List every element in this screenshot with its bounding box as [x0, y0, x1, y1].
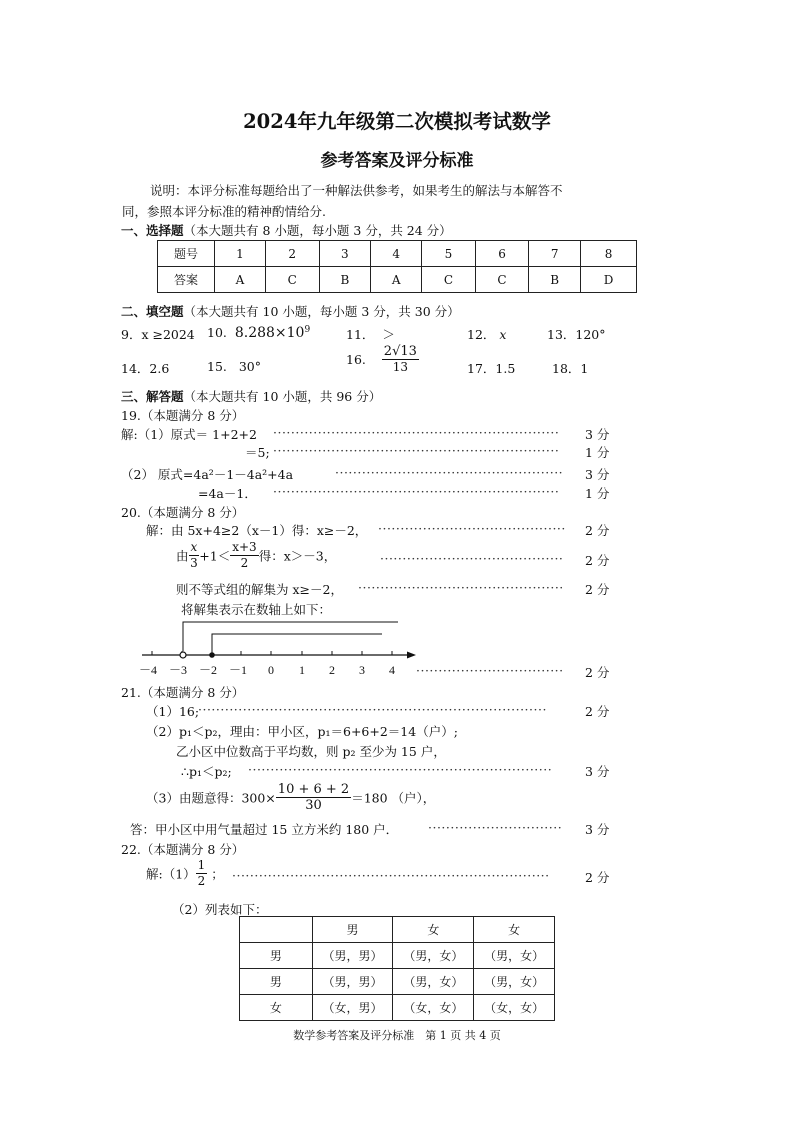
table-cell: 女 — [474, 917, 555, 943]
q20-line-1: 解：由 5x+4≥2（x－1）得：x≥－2， — [146, 523, 368, 538]
blank-q9: 9．x ≥2024 — [121, 327, 195, 342]
score: 3 分 — [585, 764, 610, 779]
table-cell: D — [581, 267, 637, 293]
score: 3 分 — [585, 467, 610, 482]
table-cell: （男，男） — [312, 943, 393, 969]
q21-line-6: 答：甲小区中用气量超过 15 立方米约 180 户． — [130, 822, 399, 837]
leader-dots: ·············································································· — [198, 702, 547, 717]
q20-line-4: 将解集表示在数轴上如下： — [181, 602, 332, 617]
blank-q15: 15. 30° — [207, 359, 261, 374]
score: 2 分 — [585, 704, 610, 719]
q20-line-2: 由 $\frac{x}{3}$ +1＜ $\frac{x+3}{2}$ 得：x＞－3， — [176, 540, 337, 570]
table-cell: （男，女） — [393, 969, 474, 995]
table-cell: （男，男） — [312, 969, 393, 995]
table-cell: 3 — [319, 241, 371, 267]
table-cell: （女，女） — [474, 995, 555, 1021]
leader-dots: ·············································· — [358, 580, 564, 595]
table-cell: A — [215, 267, 266, 293]
table-row — [158, 241, 637, 267]
solution-ray-ge-minus-2 — [212, 634, 382, 655]
section3-heading: 三、解答题（本大题共有 10 小题，共 96 分） — [121, 389, 382, 404]
q21-line-3: 乙小区中位数高于平均数，则 p₂ 至少为 15 户， — [176, 744, 446, 759]
table-cell — [240, 917, 313, 943]
leader-dots: ································································ — [273, 484, 560, 499]
table-cell: 4 — [371, 241, 422, 267]
closed-point-minus-2 — [209, 652, 215, 658]
table-row — [240, 943, 555, 969]
score: 2 分 — [585, 523, 610, 538]
score: 1 分 — [585, 445, 610, 460]
leader-dots: ································································ — [273, 443, 560, 458]
score: 2 分 — [585, 553, 610, 568]
table-cell: C — [422, 267, 476, 293]
leader-dots: ······································································· — [232, 868, 550, 883]
table-cell: A — [371, 267, 422, 293]
blank-q10: 10. $8.288\times 10^9$ — [207, 325, 311, 342]
table-cell: 7 — [529, 241, 581, 267]
table-cell: 男 — [312, 917, 393, 943]
fraction: $\frac{10 + 6 + 2}{30}$ — [277, 782, 350, 813]
leader-dots: ································· — [416, 663, 564, 678]
table-cell: B — [529, 267, 581, 293]
page-title: 2024年九年级第二次模拟考试数学 — [243, 110, 551, 133]
number-line — [130, 612, 420, 678]
score: 3 分 — [585, 822, 610, 837]
q21-line-4: ∴p₁＜p₂; — [181, 764, 232, 779]
table-cell: （男，女） — [474, 969, 555, 995]
score: 2 分 — [585, 665, 610, 680]
q19-line-4: =4a－1． — [198, 486, 257, 501]
fraction: $\frac{x}{3}$ — [190, 540, 198, 570]
section1-heading: 一、选择题（本大题共有 8 小题，每小题 3 分，共 24 分） — [121, 223, 452, 238]
fraction: $\frac{x+3}{2}$ — [232, 540, 257, 570]
note-line-2: 同，参照本评分标准的精神酌情给分. — [122, 204, 326, 219]
score: 1 分 — [585, 486, 610, 501]
tick-label: －3 — [168, 663, 188, 677]
table-cell: 2 — [265, 241, 319, 267]
q19-line-3: （2） 原式=4a²－1－4a²+4a — [121, 467, 294, 482]
table-cell: 女 — [393, 917, 474, 943]
table-cell: （男，女） — [393, 943, 474, 969]
tick-label: 3 — [359, 663, 365, 677]
table-row — [158, 267, 637, 293]
q21-line-2: （2）p₁＜p₂，理由：甲小区，p₁＝6+6+2＝14（户）; — [146, 724, 458, 739]
q21-line-1: （1）16; — [146, 704, 200, 719]
fraction: $\frac{1}{2}$ — [197, 858, 206, 888]
tick-label: 2 — [329, 663, 335, 677]
blank-q16: 16. $\frac{2√13}{13}$ — [346, 344, 417, 374]
leader-dots: ······························ — [428, 820, 563, 835]
solution-ray-gt-minus-3 — [183, 622, 398, 651]
table-cell: （男，女） — [474, 943, 555, 969]
table-cell: （女，男） — [312, 995, 393, 1021]
outcome-table — [239, 916, 555, 1021]
table-row — [240, 969, 555, 995]
q20-header: 20.（本题满分 8 分） — [121, 505, 245, 520]
section2-heading: 二、填空题（本大题共有 10 小题，每小题 3 分，共 30 分） — [121, 304, 460, 319]
open-point-minus-3 — [180, 652, 186, 658]
leader-dots: ··················································· — [335, 465, 564, 480]
table-cell: 5 — [422, 241, 476, 267]
leader-dots: ································································ — [273, 425, 560, 440]
blank-q13: 13．120° — [547, 327, 606, 342]
score: 3 分 — [585, 427, 610, 442]
q21-header: 21.（本题满分 8 分） — [121, 685, 245, 700]
tick-label: －4 — [138, 663, 158, 677]
page-footer: 数学参考答案及评分标准 第 1 页 共 4 页 — [293, 1029, 501, 1042]
table-cell: 男 — [240, 969, 313, 995]
table-cell: 女 — [240, 995, 313, 1021]
blank-q14: 14．2.6 — [121, 361, 170, 376]
q22-header: 22.（本题满分 8 分） — [121, 842, 245, 857]
blank-q12: 12． x — [467, 327, 507, 342]
table-cell: C — [265, 267, 319, 293]
score: 2 分 — [585, 870, 610, 885]
q22-line-2: （2）列表如下： — [172, 902, 268, 917]
row-label-number: 题号 — [158, 241, 215, 267]
page-subtitle: 参考答案及评分标准 — [320, 151, 474, 171]
fraction: $\frac{2√13}{13}$ — [383, 344, 417, 374]
row-label-answer: 答案 — [158, 267, 215, 293]
score: 2 分 — [585, 582, 610, 597]
table-cell: 男 — [240, 943, 313, 969]
table-cell: （女，女） — [393, 995, 474, 1021]
table-cell: B — [319, 267, 371, 293]
tick-label: 1 — [299, 663, 305, 677]
q21-line-5: （3）由题意得：300× $\frac{10 + 6 + 2}{30}$ ＝180 （户）， — [146, 782, 436, 813]
q22-line-1: 解:（1） $\frac{1}{2}$ ； — [146, 858, 224, 888]
table-cell: C — [475, 267, 529, 293]
blank-q11: 11． ＞ — [346, 327, 395, 342]
table-cell: 6 — [475, 241, 529, 267]
choice-answer-table — [157, 240, 637, 293]
blank-q17: 17．1.5 — [467, 361, 516, 376]
leader-dots: ···································································· — [248, 762, 553, 777]
tick-label: －1 — [228, 663, 248, 677]
q19-line-1: 解:（1）原式＝ 1+2+2 — [121, 427, 257, 442]
leader-dots: ·········································· — [378, 521, 566, 536]
q20-line-3: 则不等式组的解集为 x≥－2， — [176, 582, 343, 597]
q19-header: 19.（本题满分 8 分） — [121, 408, 245, 423]
q19-line-2: ＝5; — [245, 445, 270, 460]
note-line-1: 说明：本评分标准每题给出了一种解法供参考，如果考生的解法与本解答不 — [150, 183, 563, 198]
table-row — [240, 995, 555, 1021]
table-cell: 8 — [581, 241, 637, 267]
blank-q18: 18．1 — [552, 361, 589, 376]
table-row — [240, 917, 555, 943]
axis-arrow — [407, 652, 416, 659]
leader-dots: ········································· — [380, 551, 564, 566]
table-cell: 1 — [215, 241, 266, 267]
tick-label: －2 — [198, 663, 218, 677]
tick-label: 4 — [389, 663, 395, 677]
tick-label: 0 — [268, 663, 274, 677]
